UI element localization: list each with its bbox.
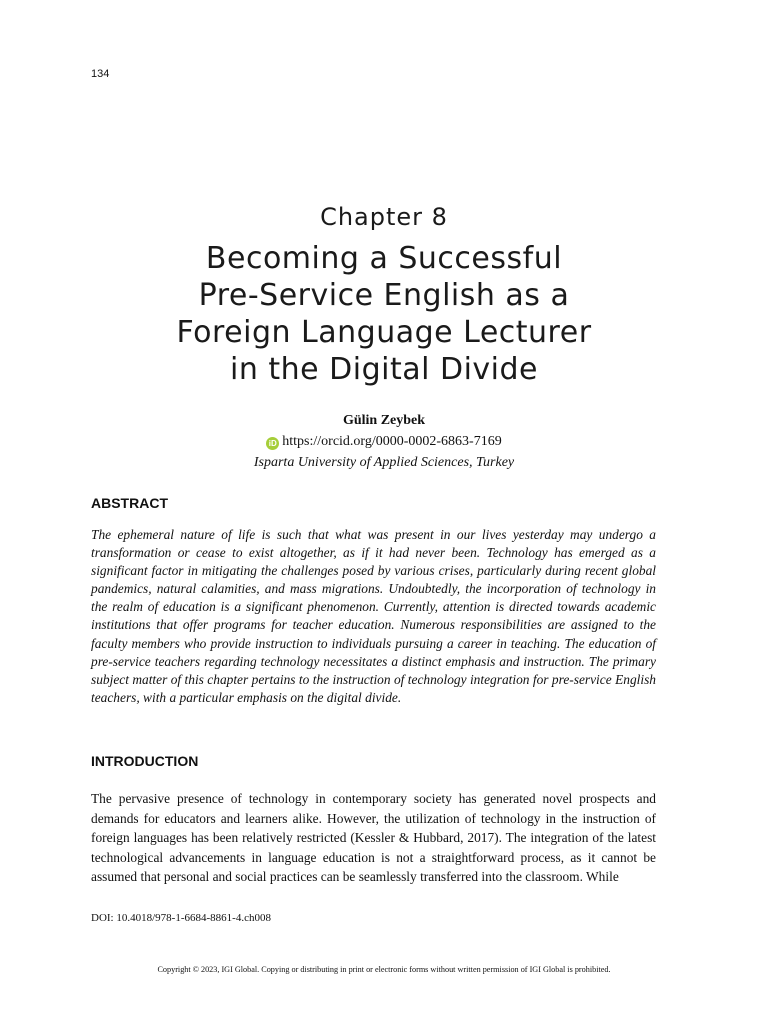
introduction-text: The pervasive presence of technology in contemporary society has generated novel prospects and demands for educators and learners alike. However, the utilization of technology in the instruction of foreign languages has been relatively restricted (Kessler & Hubbard, 2017). The integration of the latest technological advancements in language education is not a straightforward process, as it cannot be assumed that personal and social practices can be seamlessly transferred into the classroom. While <box>91 791 656 884</box>
orcid-line <box>0 431 768 452</box>
introduction-heading: INTRODUCTION <box>91 753 199 769</box>
abstract-heading: ABSTRACT <box>91 495 168 511</box>
copyright-notice: Copyright © 2023, IGI Global. Copying or distributing in print or electronic forms without written permission of IGI Global is prohibited. <box>157 965 611 974</box>
page-number: 134 <box>91 68 110 80</box>
author-block <box>0 410 768 473</box>
author-affiliation: Isparta University of Applied Sciences, Turkey <box>253 455 515 470</box>
doi: DOI: 10.4018/978-1-6684-8861-4.ch008 <box>91 912 271 924</box>
chapter-title-line: Becoming a Successful <box>205 241 563 276</box>
chapter-title <box>110 240 658 388</box>
chapter-label: Chapter 8 <box>320 203 448 231</box>
chapter-title-line: Foreign Language Lecturer <box>176 315 592 350</box>
orcid-link[interactable]: https://orcid.org/0000-0002-6863-7169 <box>282 434 502 449</box>
chapter-title-line: in the Digital Divide <box>229 352 538 387</box>
orcid-icon: iD <box>266 437 279 450</box>
author-name: Gülin Zeybek <box>342 413 426 428</box>
chapter-title-line: Pre-Service English as a <box>198 278 570 313</box>
abstract-text: The ephemeral nature of life is such that what was present in our lives yesterday may undergo a transformation or cease to exist altogether, as if it had never been. Technology has emerged as a significant factor in mitigating the challenges posed by various crises, particularly during recent global pandemics, natural calamities, and mass migrations. Undoubtedly, the incorporation of technology in the realm of education is a significant phenomenon. Currently, attention is directed towards academic institutions that offer programs for teacher education. Numerous responsibilities are assigned to the faculty members who provide instruction to individuals pursuing a career in teaching. The education of pre-service teachers regarding technology necessitates a distinct emphasis and instruction. The primary subject matter of this chapter pertains to the instruction of technology integration for pre-service English teachers, with a particular emphasis on the digital divide. <box>91 527 656 705</box>
